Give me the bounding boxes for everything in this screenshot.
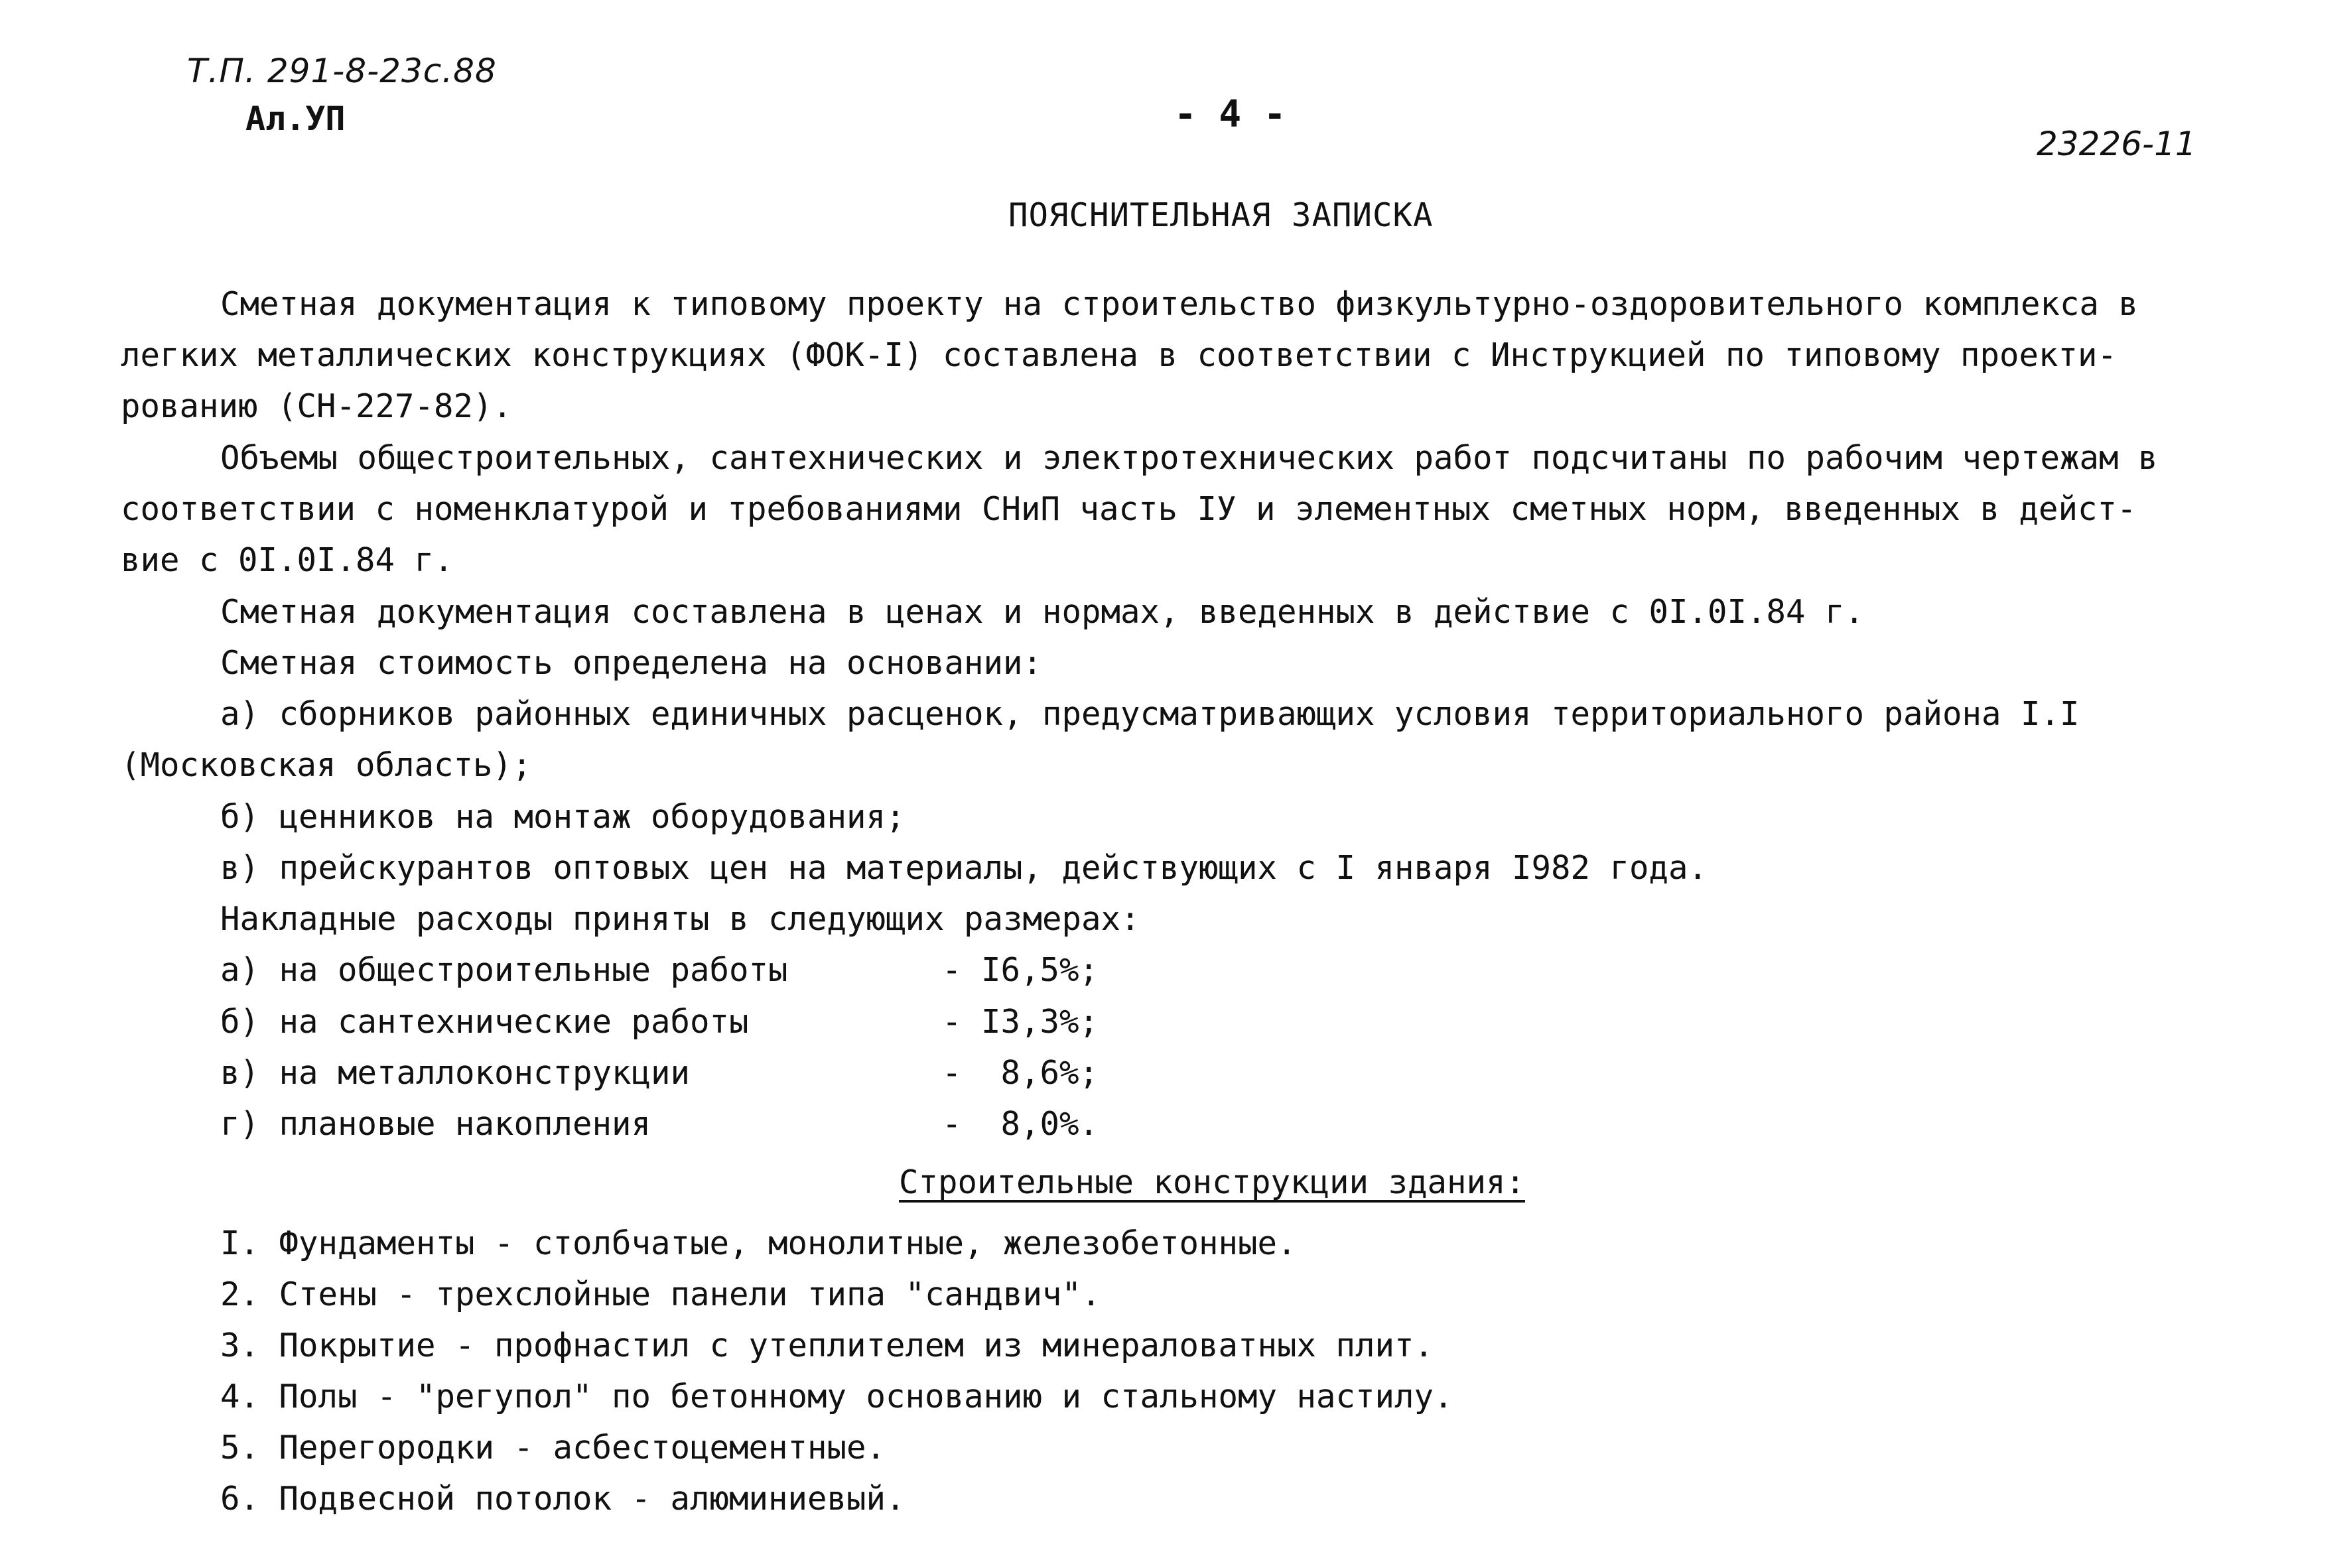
paragraph-1-line-3: рованию (СН-227-82). — [121, 387, 513, 425]
overhead-value: - I3,3%; — [942, 1003, 1099, 1041]
paragraph-4: Сметная стоимость определена на основании: — [220, 644, 1043, 682]
document-title: ПОЯСНИТЕЛЬНАЯ ЗАПИСКА — [1008, 196, 1434, 234]
album-number: Ал.УП — [245, 99, 346, 138]
paragraph-1-line-2: легких металлических конструкциях (ФОК-I) составлена в соответствии с Инструкцией по типовому проекти- — [121, 336, 2117, 374]
paragraph-1-line-1: Сметная документация к типовому проекту на строительство физкультурно-оздоровительного комплекса в — [220, 285, 2139, 323]
basis-item-a-line-1: а) сборников районных единичных расценок, предусматривающих условия территориального района I.I — [220, 695, 2080, 733]
basis-item-v: в) прейскурантов оптовых цен на материалы, действующих с I января I982 года. — [220, 849, 1708, 887]
construction-item: 5. Перегородки - асбестоцементные. — [220, 1429, 886, 1467]
construction-item: 3. Покрытие - профнастил с утеплителем из минераловатных плит. — [220, 1327, 1434, 1364]
overhead-label: в) на металлоконструкции — [220, 1054, 691, 1092]
paragraph-2-line-1: Объемы общестроительных, сантехнических и электротехнических работ подсчитаны по рабочим чертежам в — [220, 439, 2158, 477]
basis-item-a-line-2: (Московская область); — [121, 746, 532, 784]
overhead-label: г) плановые накопления — [220, 1105, 651, 1143]
overhead-value: - 8,6%; — [942, 1054, 1099, 1092]
overhead-label: б) на сантехнические работы — [220, 1003, 749, 1041]
document-code: Т.П. 291-8-23с.88 — [187, 52, 497, 90]
paragraph-2-line-2: соответствии с номенклатурой и требованиями СНиП часть IУ и элементных сметных норм, введенных в дейст- — [121, 490, 2137, 528]
basis-item-b: б) ценников на монтаж оборудования; — [220, 798, 906, 836]
paragraph-3: Сметная документация составлена в ценах и нормах, введенных в действие с 0I.0I.84 г. — [220, 593, 1865, 631]
constructions-heading: Строительные конструкции здания: — [899, 1163, 1526, 1201]
construction-item: 2. Стены - трехслойные панели типа "сандвич". — [220, 1275, 1101, 1313]
page-number: - 4 - — [1174, 93, 1286, 136]
overhead-value: - 8,0%. — [942, 1105, 1099, 1143]
construction-item: 6. Подвесной потолок - алюминиевый. — [220, 1480, 906, 1518]
overhead-intro: Накладные расходы приняты в следующих размерах: — [220, 900, 1140, 938]
overhead-value: - I6,5%; — [942, 951, 1099, 989]
construction-item: I. Фундаменты - столбчатые, монолитные, железобетонные. — [220, 1224, 1297, 1262]
archive-number: 23226-11 — [2037, 125, 2196, 163]
paragraph-2-line-3: вие с 0I.0I.84 г. — [121, 541, 454, 579]
construction-item: 4. Полы - "регупол" по бетонному основанию и стальному настилу. — [220, 1378, 1453, 1415]
overhead-label: а) на общестроительные работы — [220, 951, 788, 989]
